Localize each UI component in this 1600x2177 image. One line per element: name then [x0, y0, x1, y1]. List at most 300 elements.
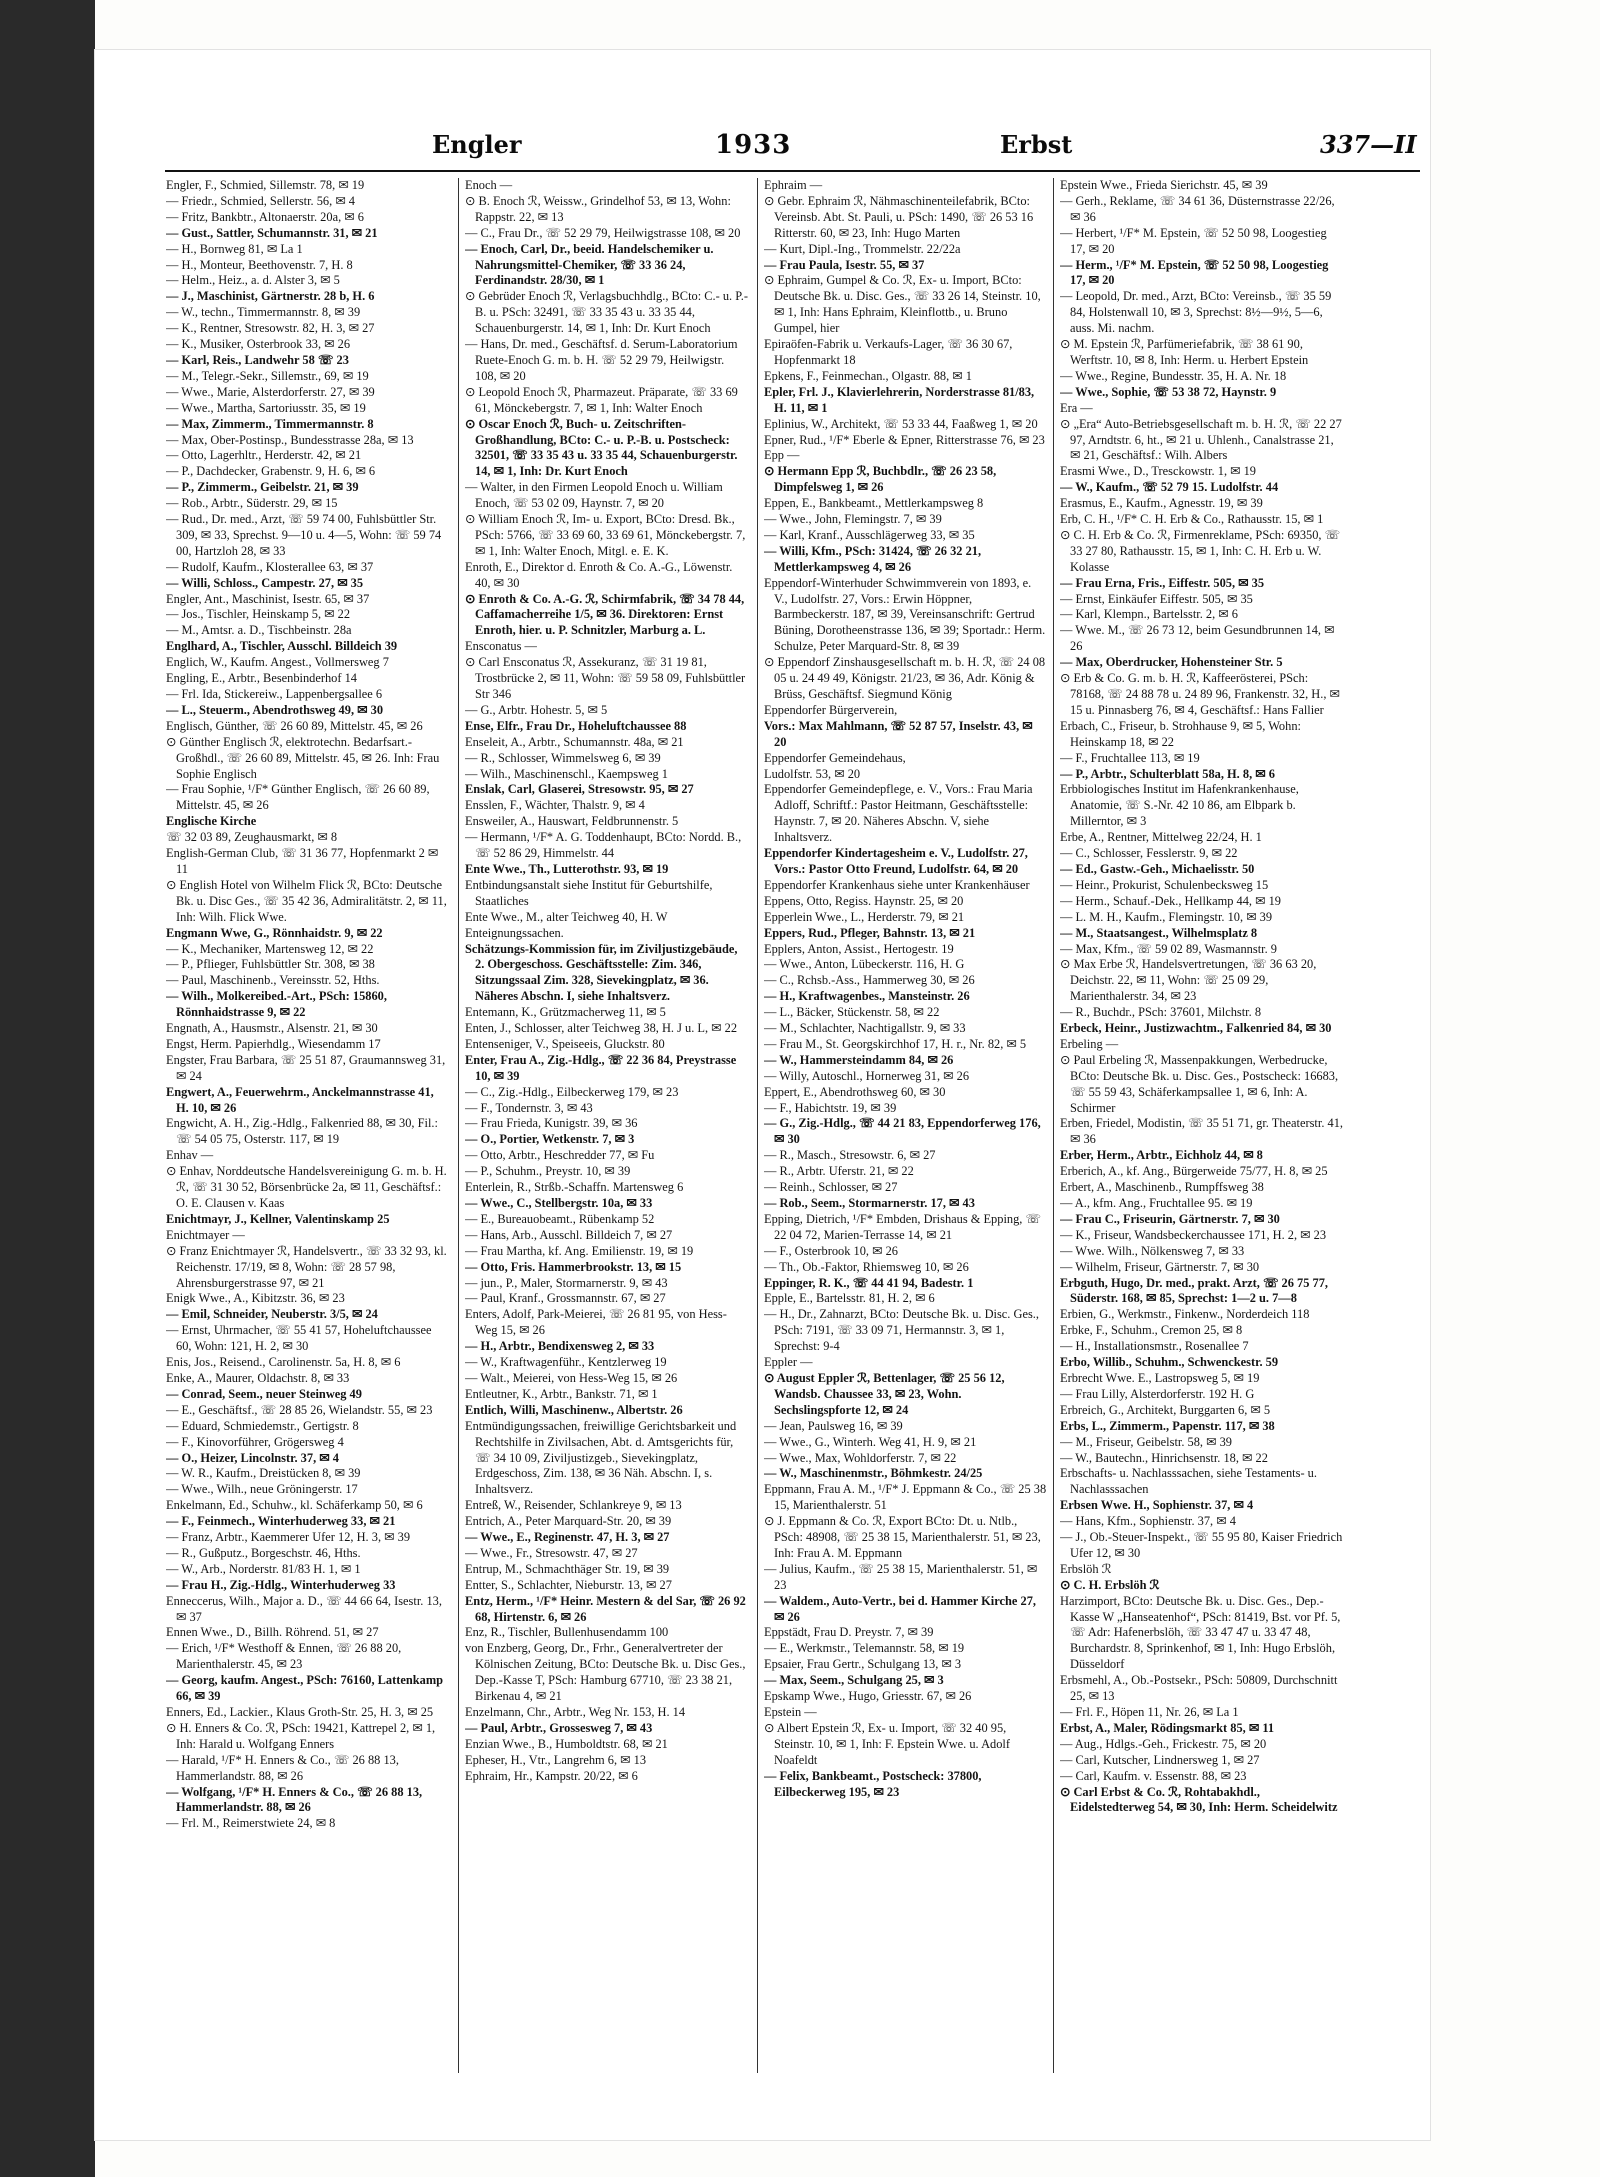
directory-entry: — Hans, Kfm., Sophienstr. 37, ✉ 4	[1060, 1514, 1236, 1529]
directory-entry: ⊙ Günther Englisch ℛ, elektrotechn. Bedarfsart.-Großhdl., ☏ 26 60 89, Mittelstr. 45, ✉ 26. Inh: Frau Sophie Englisch	[166, 734, 440, 781]
directory-entry: ⊙ Paul Erbeling ℛ, Massenpakkungen, Werbedrucke, BCto: Deutsche Bk. u. Disc. Ges., Postscheck: 16683, ☏ 55 59 43, Schäferkampsallee 1, ✉ 6, Inh: A. Schirmer	[1060, 1052, 1339, 1115]
directory-entry: Erberich, A., kf. Ang., Bürgerweide 75/77, H. 8, ✉ 25	[1060, 1164, 1328, 1179]
directory-entry: — W., Kaufm., ☏ 52 79 15. Ludolfstr. 44	[1060, 480, 1279, 495]
directory-entry: — Frau C., Friseurin, Gärtnerstr. 7, ✉ 30	[1060, 1211, 1280, 1226]
directory-column-3	[764, 178, 1047, 2078]
directory-entry: Vors.: Max Mahlmann, ☏ 52 87 57, Inselstr. 43, ✉ 20	[764, 718, 1033, 749]
directory-entry: — G., Zig.-Hdlg., ☏ 44 21 83, Eppendorferweg 176, ✉ 30	[764, 1116, 1041, 1147]
directory-entry: Epkens, F., Feinmechan., Olgastr. 88, ✉ 1	[764, 368, 972, 383]
directory-entry: — F., Feinmech., Winterhuderweg 33, ✉ 21	[166, 1514, 396, 1529]
directory-entry: — Otto, Lagerhltr., Herderstr. 42, ✉ 21	[166, 448, 362, 463]
directory-entry: Entlich, Willi, Maschinenw., Albertstr. 26	[465, 1402, 683, 1417]
directory-entry: — Erich, ¹/F* Westhoff & Ennen, ☏ 26 88 20, Marienthalerstr. 45, ✉ 23	[166, 1641, 402, 1672]
directory-entry: — Wilh., Molkereibed.-Art., PSch: 15860, Rönnhaidstrasse 9, ✉ 22	[166, 989, 387, 1020]
directory-entry: ⊙ C. H. Erb & Co. ℛ, Firmenreklame, PSch: 69350, ☏ 33 27 80, Rathausstr. 15, ✉ 1, Inh: C. H. Erb u. W. Kolasse	[1060, 527, 1341, 574]
directory-entry: — Jean, Paulsweg 16, ✉ 39	[764, 1418, 903, 1433]
directory-entry: — Wwe., G., Winterh. Weg 41, H. 9, ✉ 21	[764, 1434, 977, 1449]
directory-entry: Engnath, A., Hausmstr., Alsenstr. 21, ✉ 30	[166, 1021, 378, 1036]
directory-entry: — L., Steuerm., Abendrothsweg 49, ✉ 30	[166, 702, 384, 717]
directory-entry: — Kurt, Dipl.-Ing., Trommelstr. 22/22a	[764, 241, 961, 256]
directory-entry: — Wwe., Max, Wohldorferstr. 7, ✉ 22	[764, 1450, 957, 1465]
directory-entry: — C., Rchsb.-Ass., Hammerweg 30, ✉ 26	[764, 973, 975, 988]
directory-entry: ⊙ M. Epstein ℛ, Parfümeriefabrik, ☏ 38 61 90, Werftstr. 10, ✉ 8, Inh: Herm. u. Herbert Epstein	[1060, 337, 1309, 367]
directory-entry: — H., Installationsmstr., Rosenallee 7	[1060, 1339, 1249, 1354]
directory-entry: — Otto, Arbtr., Heschredder 77, ✉ Fu	[465, 1148, 655, 1163]
directory-column-1	[166, 178, 449, 2078]
directory-entry: Entleutner, K., Arbtr., Bankstr. 71, ✉ 1	[465, 1386, 658, 1401]
directory-entry: Erasmus, E., Kaufm., Agnesstr. 19, ✉ 39	[1060, 496, 1263, 511]
directory-entry: ⊙ Albert Epstein ℛ, Ex- u. Import, ☏ 32 40 95, Steinstr. 10, ✉ 1, Inh: F. Epstein Wwe. u. Adolf Noafeldt	[764, 1720, 1010, 1767]
directory-entry: — Walter, in den Firmen Leopold Enoch u. William Enoch, ☏ 53 02 09, Haynstr. 7, ✉ 20	[465, 480, 723, 511]
directory-entry: Schätzungs-Kommission für, im Ziviljustizgebäude, 2. Obergeschoss. Geschäftsstelle: Zim. 346, Sitzungssaal Zim. 328, Sievekingplatz, ✉ 36. Näheres Abschn. I, siehe Inhaltsverz.	[465, 941, 738, 1004]
directory-entry: ⊙ B. Enoch ℛ, Weissw., Grindelhof 53, ✉ 13, Wohn: Rappstr. 22, ✉ 13	[465, 193, 731, 224]
directory-entry: Epsaier, Frau Gertr., Schulgang 13, ✉ 3	[764, 1657, 962, 1672]
directory-entry: — Frl. M., Reimerstwiete 24, ✉ 8	[166, 1816, 336, 1831]
directory-entry: — Frau Martha, kf. Ang. Emilienstr. 19, ✉ 19	[465, 1243, 694, 1258]
directory-entry: — Max, Ober-Postinsp., Bundesstrasse 28a, ✉ 13	[166, 432, 414, 447]
directory-entry: — Gust., Sattler, Schumannstr. 31, ✉ 21	[166, 225, 378, 240]
directory-entry: Enkelmann, Ed., Schuhw., kl. Schäferkamp 50, ✉ 6	[166, 1498, 423, 1513]
directory-entry: Engler, Ant., Maschinist, Isestr. 65, ✉ 37	[166, 591, 370, 606]
directory-entry: Entenseniger, V., Speiseeis, Gluckstr. 80	[465, 1036, 665, 1051]
directory-entry: — Karl, Reis., Landwehr 58 ☏ 23	[166, 352, 349, 367]
directory-entry: — Leopold, Dr. med., Arzt, BCto: Vereinsb., ☏ 35 59 84, Holstenwall 10, ✉ 3, Sprechst: 8½—9½, 5—6, auss. Mi. nachm.	[1060, 289, 1332, 336]
header-year: 1933	[715, 130, 792, 160]
directory-entry: — Wwe. M., ☏ 26 73 12, beim Gesundbrunnen 14, ✉ 26	[1060, 623, 1335, 654]
directory-entry: ⊙ Leopold Enoch ℛ, Pharmazeut. Präparate, ☏ 33 69 61, Mönckebergstr. 7, ✉ 1, Inh: Walter Enoch	[465, 384, 738, 415]
directory-entry: — Ernst, Uhrmacher, ☏ 55 41 57, Hoheluftchaussee 60, Wohn: 121, H. 2, ✉ 30	[166, 1323, 432, 1354]
directory-entry: Erbrecht Wwe. E., Lastropsweg 5, ✉ 19	[1060, 1370, 1260, 1385]
directory-entry: Epner, Rud., ¹/F* Eberle & Epner, Ritterstrasse 76, ✉ 23	[764, 432, 1045, 447]
directory-entry: Englische Kirche	[166, 814, 257, 829]
directory-entry: — H., Bornweg 81, ✉ La 1	[166, 241, 303, 256]
directory-entry: — Emil, Schneider, Neuberstr. 3/5, ✉ 24	[166, 1307, 378, 1322]
directory-entry: — Wwe., E., Reginenstr. 47, H. 3, ✉ 27	[465, 1530, 670, 1545]
directory-entry: Enten, J., Schlosser, alter Teichweg 38, H. J u. L, ✉ 22	[465, 1021, 738, 1036]
directory-entry: Engster, Frau Barbara, ☏ 25 51 87, Graumannsweg 31, ✉ 24	[166, 1052, 446, 1083]
directory-entry: ⊙ J. Eppmann & Co. ℛ, Export BCto: Dt. u. Ntlb., PSch: 48908, ☏ 25 38 15, Marienthalerstr. 51, ✉ 23, Inh: Frau A. M. Eppmann	[764, 1514, 1041, 1560]
directory-entry: — O., Heizer, Lincolnstr. 37, ✉ 4	[166, 1450, 339, 1465]
directory-entry: — Wwe., Marie, Alsterdorferstr. 27, ✉ 39	[166, 384, 375, 399]
directory-entry: Epping, Dietrich, ¹/F* Embden, Drishaus & Epping, ☏ 22 04 72, Marien-Terrasse 14, ✉ 21	[764, 1211, 1041, 1242]
directory-entry: — Max, Seem., Schulgang 25, ✉ 3	[764, 1673, 944, 1688]
directory-entry: — Wwe., Anton, Lübeckerstr. 116, H. G	[764, 957, 965, 972]
directory-entry: Ephraim, Hr., Kampstr. 20/22, ✉ 6	[465, 1768, 638, 1783]
directory-entry: — Willi, Kfm., PSch: 31424, ☏ 26 32 21, Mettlerkampsweg 4, ✉ 26	[764, 543, 982, 574]
directory-entry: ⊙ Hermann Epp ℛ, Buchbdlr., ☏ 26 23 58, Dimpfelsweg 1, ✉ 26	[764, 464, 997, 495]
directory-entry: — Carl, Kaufm. v. Essenstr. 88, ✉ 23	[1060, 1768, 1247, 1783]
directory-entry: — Willi, Schloss., Campestr. 27, ✉ 35	[166, 575, 364, 590]
directory-entry: ⊙ Carl Ensconatus ℛ, Assekuranz, ☏ 31 19 81, Trostbrücke 2, ✉ 11, Wohn: ☏ 59 58 09, Fuhlsbüttler Str 346	[465, 655, 746, 701]
directory-entry: Erbst, A., Maler, Rödingsmarkt 85, ✉ 11	[1060, 1720, 1275, 1735]
directory-column-4	[1060, 178, 1343, 2078]
directory-entry: Eppendorf-Winterhuder Schwimmverein von 1893, e. V., Ludolfstr. 27, Vors.: Erwin Höppner, Barmbeckerstr. 187, ✉ 39, Vereinsanschrift: Gertrud Büning, Dorotheenstrasse 136, ✉ 39; Sportadr.: Herm. Schulze, Peter Marquard-Str. 8, ✉ 39	[764, 575, 1046, 654]
directory-entry: — Frau Lilly, Alsterdorferstr. 192 H. G	[1060, 1386, 1255, 1401]
directory-entry: — Wilh., Maschinenschl., Kaempsweg 1	[465, 766, 668, 781]
directory-entry: — R., Gußputz., Borgeschstr. 46, Hths.	[166, 1545, 361, 1560]
directory-entry: Engwicht, A. H., Zig.-Hdlg., Falkenried 88, ✉ 30, Fil.: ☏ 54 05 75, Osterstr. 117, ✉ 19	[166, 1116, 438, 1147]
directory-entry: — Heinr., Prokurist, Schulenbecksweg 15	[1060, 877, 1269, 892]
directory-entry: Ludolfstr. 53, ✉ 20	[764, 766, 861, 781]
directory-entry: Enzian Wwe., B., Humboldtstr. 68, ✉ 21	[465, 1736, 668, 1751]
directory-entry: — Hans, Arb., Ausschl. Billdeich 7, ✉ 27	[465, 1227, 673, 1242]
directory-entry: Englisch, Günther, ☏ 26 60 89, Mittelstr. 45, ✉ 26	[166, 718, 423, 733]
directory-entry: — Paul, Arbtr., Grossesweg 7, ✉ 43	[465, 1720, 653, 1735]
directory-entry: Enters, Adolf, Park-Meierei, ☏ 26 81 95, von Hess-Weg 15, ✉ 26	[465, 1307, 727, 1338]
directory-entry: Enter, Frau A., Zig.-Hdlg., ☏ 22 36 84, Preystrasse 10, ✉ 39	[465, 1052, 737, 1083]
directory-entry: ⊙ Franz Enichtmayer ℛ, Handelsvertr., ☏ 33 32 93, kl. Reichenstr. 17/19, ✉ 8, Wohn: ☏ 28 57 98, Ahrensburgerstrasse 97, ✉ 21	[166, 1243, 447, 1290]
directory-entry: Eppert, E., Abendrothsweg 60, ✉ 30	[764, 1084, 946, 1099]
directory-entry: Eplinius, W., Architekt, ☏ 53 33 44, Faaßweg 1, ✉ 20	[764, 416, 1038, 431]
directory-entry: ⊙ August Eppler ℛ, Bettenlager, ☏ 25 56 12, Wandsb. Chaussee 33, ✉ 23, Wohn. Sechslingspforte 12, ✉ 24	[764, 1370, 1005, 1417]
directory-entry: ⊙ Carl Erbst & Co. ℛ, Rohtabakhdl., Eidelstedterweg 54, ✉ 30, Inh: Herm. Scheidelwitz	[1060, 1784, 1338, 1815]
directory-entry: — Harald, ¹/F* H. Enners & Co., ☏ 26 88 13, Hammerlandstr. 88, ✉ 26	[166, 1752, 399, 1783]
directory-entry: Epheser, H., Vtr., Langrehm 6, ✉ 13	[465, 1752, 647, 1767]
directory-entry: Ensconatus —	[465, 639, 537, 654]
directory-entry: ⊙ Enhav, Norddeutsche Handelsvereinigung G. m. b. H. ℛ, ☏ 31 30 52, Börsenbrücke 2a, ✉ 11, Geschäftsf.: O. E. Clausen v. Kaas	[166, 1164, 447, 1210]
directory-entry: Eppen, E., Bankbeamt., Mettlerkampsweg 8	[764, 496, 984, 511]
directory-entry: — F., Kinovorführer, Grögersweg 4	[166, 1434, 344, 1449]
directory-entry: — P., Pflieger, Fuhlsbüttler Str. 308, ✉ 38	[166, 957, 375, 972]
directory-entry: — Conrad, Seem., neuer Steinweg 49	[166, 1386, 362, 1401]
directory-entry: — F., Fruchtallee 113, ✉ 19	[1060, 750, 1200, 765]
directory-entry: — W., Kraftwagenführ., Kentzlerweg 19	[465, 1355, 667, 1370]
directory-entry: — M., Staatsangest., Wilhelmsplatz 8	[1060, 925, 1258, 940]
directory-entry: von Enzberg, Georg, Dr., Frhr., Generalvertreter der Kölnischen Zeitung, BCto: Deutsche Bk. u. Disc Ges., Dep.-Kasse T, PSch: Hamburg 67710, ☏ 23 38 21, Birkenau 4, ✉ 21	[465, 1641, 746, 1704]
directory-entry: Enneccerus, Wilh., Major a. D., ☏ 44 66 64, Isestr. 13, ✉ 37	[166, 1593, 442, 1624]
directory-entry: — P., Zimmerm., Geibelstr. 21, ✉ 39	[166, 480, 359, 495]
directory-entry: — F., Habichtstr. 19, ✉ 39	[764, 1100, 897, 1115]
directory-entry: — Wwe., Martha, Sartoriusstr. 35, ✉ 19	[166, 400, 366, 415]
column-divider	[458, 178, 459, 2073]
directory-entry: English-German Club, ☏ 31 36 77, Hopfenmarkt 2 ✉ 11	[166, 846, 439, 876]
directory-entry: ⊙ Gebrüder Enoch ℛ, Verlagsbuchhdlg., BCto: C.- u. P.-B. u. PSch: 32491, ☏ 33 35 43 u. 33 35 44, Schauenburgerstr. 14, ✉ 1, Inh: Dr. Kurt Enoch	[465, 289, 748, 336]
directory-entry: Enichtmayr, J., Kellner, Valentinskamp 25	[166, 1211, 390, 1226]
directory-entry: Engst, Herm. Papierhdlg., Wiesendamm 17	[166, 1036, 381, 1051]
directory-entry: Erbke, F., Schuhm., Cremon 25, ✉ 8	[1060, 1323, 1243, 1338]
directory-entry: Harzimport, BCto: Deutsche Bk. u. Disc. Ges., Dep.-Kasse W „Hanseatenhof“, PSch: 81419, Bst. vor Pf. 5, ☏ Adr: Hafenerbslöh, ☏ 33 47 47 u. 33 47 48, Burchardstr. 8, Sprinkenhof, ✉ 1, Inh: Hugo Erbslöh, Düsseldorf	[1060, 1593, 1341, 1672]
header-rule	[165, 170, 1420, 172]
directory-entry: Enke, A., Maurer, Oldachstr. 8, ✉ 33	[166, 1370, 350, 1385]
directory-entry: — Herm., Schauf.-Dek., Hellkamp 44, ✉ 19	[1060, 893, 1281, 908]
directory-entry: — W., Bautechn., Hinrichsenstr. 18, ✉ 22	[1060, 1450, 1268, 1465]
directory-entry: — H., Monteur, Beethovenstr. 7, H. 8	[166, 257, 353, 272]
directory-entry: Engmann Wwe, G., Rönnhaidstr. 9, ✉ 22	[166, 925, 383, 940]
directory-entry: Era —	[1060, 400, 1093, 415]
directory-entry: Ente Wwe., M., alter Teichweg 40, H. W	[465, 909, 668, 924]
directory-entry: Ephraim —	[764, 178, 823, 192]
directory-entry: Entrup, M., Schmachthäger Str. 19, ✉ 39	[465, 1561, 670, 1576]
directory-entry: — E., Bureauobeamt., Rübenkamp 52	[465, 1211, 655, 1226]
directory-entry: Epiraöfen-Fabrik u. Verkaufs-Lager, ☏ 36 30 67, Hopfenmarkt 18	[764, 337, 1013, 367]
directory-entry: — Georg, kaufm. Angest., PSch: 76160, Lattenkamp 66, ✉ 39	[166, 1673, 444, 1704]
directory-entry: Erb, C. H., ¹/F* C. H. Erb & Co., Rathausstr. 15, ✉ 1	[1060, 512, 1324, 527]
book-binding-edge	[0, 0, 95, 2177]
directory-entry: — E., Geschäftsf., ☏ 28 85 26, Wielandstr. 55, ✉ 23	[166, 1402, 433, 1417]
directory-entry: Eppinger, R. K., ☏ 44 41 94, Badestr. 1	[764, 1275, 974, 1290]
header-right-word: Erbst	[1000, 130, 1073, 159]
directory-entry: ⊙ Max Erbe ℛ, Handelsvertretungen, ☏ 36 63 20, Deichstr. 22, ✉ 11, Wohn: ☏ 25 09 29, Marienthalerstr. 34, ✉ 23	[1060, 957, 1317, 1004]
directory-entry: Erbslöh ℛ	[1060, 1561, 1112, 1576]
directory-entry: Erbeck, Heinr., Justizwachtm., Falkenried 84, ✉ 30	[1060, 1021, 1332, 1036]
directory-entry: — Th., Ob.-Faktor, Rhiemsweg 10, ✉ 26	[764, 1259, 969, 1274]
directory-entry: Enz, R., Tischler, Bullenhusendamm 100	[465, 1625, 669, 1640]
directory-entry: Enseleit, A., Arbtr., Schumannstr. 48a, ✉ 21	[465, 734, 684, 749]
directory-entry: Enterlein, R., Strßb.-Schaffn. Martensweg 6	[465, 1180, 684, 1195]
directory-entry: ⊙ William Enoch ℛ, Im- u. Export, BCto: Dresd. Bk., PSch: 5766, ☏ 33 69 60, 33 69 61, Mönckebergstr. 7, ✉ 1, Inh: Walter Enoch, Mitgl. e. E. K.	[465, 512, 746, 558]
directory-entry: — Frl. F., Höpen 11, Nr. 26, ✉ La 1	[1060, 1705, 1239, 1719]
directory-entry: Eppens, Otto, Regiss. Haynstr. 25, ✉ 20	[764, 893, 964, 908]
directory-entry: ⊙ Enroth & Co. A.-G. ℛ, Schirmfabrik, ☏ 34 78 44, Caffamacherreihe 1/5, ✉ 36. Direktoren: Ernst Enroth, hier. u. P. Schnitzler, Marburg a. L.	[465, 591, 745, 638]
directory-entry: Englhard, A., Tischler, Ausschl. Billdeich 39	[166, 639, 398, 654]
directory-entry: — M., Amtsr. a. D., Tischbeinstr. 28a	[166, 623, 352, 638]
directory-entry: — F., Tondernstr. 3, ✉ 43	[465, 1100, 593, 1115]
directory-entry: — Max, Oberdrucker, Hohensteiner Str. 5	[1060, 655, 1283, 670]
directory-entry: — Max, Kfm., ☏ 59 02 89, Wasmannstr. 9	[1060, 941, 1277, 956]
directory-entry: — Herbert, ¹/F* M. Epstein, ☏ 52 50 98, Loogestieg 17, ✉ 20	[1060, 225, 1327, 256]
directory-entry: — C., Schlosser, Fesslerstr. 9, ✉ 22	[1060, 846, 1238, 861]
directory-entry: — P., Dachdecker, Grabenstr. 9, H. 6, ✉ 6	[166, 464, 376, 479]
directory-entry: Ense, Elfr., Frau Dr., Hoheluftchaussee 88	[465, 718, 687, 733]
directory-entry: — Ernst, Einkäufer Eiffestr. 505, ✉ 35	[1060, 591, 1253, 606]
directory-entry: Erasmi Wwe., D., Tresckowstr. 1, ✉ 19	[1060, 464, 1257, 479]
directory-entry: Entmündigungssachen, freiwillige Gerichtsbarkeit und Rechtshilfe in Zivilsachen, Abt. d. Amtsgerichts für, ☏ 34 10 09, Ziviljustizgeb., Sievekingplatz, Erdgeschoss, Zim. 138, ✉ 36 Näh. Abschn. I, s. Inhaltsverz.	[465, 1418, 737, 1497]
directory-entry: Entemann, K., Grützmacherweg 11, ✉ 5	[465, 1005, 666, 1020]
directory-entry: Enzelmann, Chr., Arbtr., Weg Nr. 153, H. 14	[465, 1705, 686, 1719]
directory-entry: Enslak, Carl, Glaserei, Stresowstr. 95, ✉ 27	[465, 782, 694, 797]
directory-entry: — Willy, Autoschl., Hornerweg 31, ✉ 26	[764, 1068, 970, 1083]
directory-entry: ⊙ Eppendorf Zinshausgesellschaft m. b. H. ℛ, ☏ 24 08 05 u. 24 49 49, Königstr. 21/23, ✉ 36, Adr. König & Brüss, Geschäftsf. Siegmund König	[764, 655, 1046, 701]
directory-entry: Erbschafts- u. Nachlasssachen, siehe Testaments- u. Nachlasssachen	[1060, 1466, 1317, 1497]
directory-entry: Erbsen Wwe. H., Sophienstr. 37, ✉ 4	[1060, 1498, 1254, 1513]
directory-entry: — M., Telegr.-Sekr., Sillemstr., 69, ✉ 19	[166, 368, 369, 383]
directory-entry: — Hans, Dr. med., Geschäftsf. d. Serum-Laboratorium Ruete-Enoch G. m. b. H. ☏ 52 29 79, Heilwigstr. 108, ✉ 20	[465, 337, 738, 383]
directory-entry: Epstein Wwe., Frieda Sierichstr. 45, ✉ 39	[1060, 178, 1268, 192]
directory-entry: ⊙ C. H. Erbslöh ℛ	[1060, 1577, 1160, 1592]
directory-entry: Englich, W., Kaufm. Angest., Vollmersweg 7	[166, 655, 389, 670]
directory-entry: Enhav —	[166, 1148, 214, 1163]
directory-entry: — Wwe., Sophie, ☏ 53 38 72, Haynstr. 9	[1060, 384, 1277, 399]
directory-entry: ⊙ English Hotel von Wilhelm Flick ℛ, BCto: Deutsche Bk. u. Disc Ges., ☏ 35 42 36, Admiralitätstr. 2, ✉ 11, Inh: Wilh. Flick Wwe.	[166, 877, 447, 924]
directory-entry: — H., Kraftwagenbes., Mansteinstr. 26	[764, 989, 970, 1004]
directory-entry: Enners, Ed., Lackier., Klaus Groth-Str. 25, H. 3, ✉ 25	[166, 1705, 434, 1719]
directory-entry: — Herm., ¹/F* M. Epstein, ☏ 52 50 98, Loogestieg 17, ✉ 20	[1060, 257, 1329, 288]
directory-entry: — E., Werkmstr., Telemannstr. 58, ✉ 19	[764, 1641, 965, 1656]
directory-entry: Erbach, C., Friseur, b. Strohhause 9, ✉ 5, Wohn: Heinskamp 18, ✉ 22	[1060, 718, 1301, 749]
directory-entry: — Frau Sophie, ¹/F* Günther Englisch, ☏ 26 60 89, Mittelstr. 45, ✉ 26	[166, 782, 430, 813]
directory-entry: Entz, Herm., ¹/F* Heinr. Mestern & del Sar, ☏ 26 92 68, Hirtenstr. 6, ✉ 26	[465, 1593, 746, 1624]
directory-entry: — R., Buchdr., PSch: 37601, Milchstr. 8	[1060, 1005, 1262, 1020]
directory-entry: — R., Schlosser, Wimmelsweg 6, ✉ 39	[465, 750, 661, 765]
directory-entry: — Rud., Dr. med., Arzt, ☏ 59 74 00, Fuhlsbüttler Str. 309, ✉ 33, Sprechst. 9—10 u. 4—5, Wohn: ☏ 59 74 00, Hartzloh 28, ✉ 33	[166, 512, 442, 558]
directory-entry: — K., Rentner, Stresowstr. 82, H. 3, ✉ 27	[166, 321, 375, 336]
directory-entry: — Rob., Seem., Stormarnerstr. 17, ✉ 43	[764, 1196, 975, 1210]
directory-entry: — Karl, Kranf., Ausschlägerweg 33, ✉ 35	[764, 527, 975, 542]
directory-entry: — F., Osterbrook 10, ✉ 26	[764, 1243, 898, 1258]
directory-entry: — Wolfgang, ¹/F* H. Enners & Co., ☏ 26 88 13, Hammerlandstr. 88, ✉ 26	[166, 1784, 423, 1815]
directory-entry: — Friedr., Schmied, Sellerstr. 56, ✉ 4	[166, 193, 355, 208]
directory-entry: ⊙ Gebr. Ephraim ℛ, Nähmaschinenteilefabrik, BCto: Vereinsb. Abt. St. Pauli, u. PSch: 1490, ☏ 26 53 16 Ritterstr. 60, ✉ 23, Inh: Hugo Marten	[764, 193, 1034, 240]
directory-entry: — Jos., Tischler, Heinskamp 5, ✉ 22	[166, 607, 351, 622]
directory-entry: Eppstädt, Frau D. Preystr. 7, ✉ 39	[764, 1625, 934, 1640]
directory-entry: — M., Schlachter, Nachtigallstr. 9, ✉ 33	[764, 1021, 966, 1036]
directory-entry: — Hermann, ¹/F* A. G. Toddenhaupt, BCto: Nordd. B., ☏ 52 86 29, Himmelstr. 44	[465, 830, 742, 861]
directory-entry: Enis, Jos., Reisend., Carolinenstr. 5a, H. 8, ✉ 6	[166, 1355, 401, 1370]
directory-entry: — Reinh., Schlosser, ✉ 27	[764, 1180, 898, 1195]
directory-entry: Erben, Friedel, Modistin, ☏ 35 51 71, gr. Theaterstr. 41, ✉ 36	[1060, 1116, 1343, 1147]
directory-entry: — W. R., Kaufm., Dreistücken 8, ✉ 39	[166, 1466, 361, 1481]
directory-entry: — Frau Paula, Isestr. 55, ✉ 37	[764, 257, 925, 272]
directory-entry: Epstein —	[764, 1705, 817, 1719]
directory-entry: — Gerh., Reklame, ☏ 34 61 36, Düsternstrasse 22/26, ✉ 36	[1060, 193, 1335, 224]
directory-entry: — H., Arbtr., Bendixensweg 2, ✉ 33	[465, 1339, 655, 1354]
directory-entry: — Wwe., John, Flemingstr. 7, ✉ 39	[764, 512, 942, 527]
directory-entry: — Otto, Fris. Hammerbrookstr. 13, ✉ 15	[465, 1259, 682, 1274]
directory-entry: Erbert, A., Maschinenb., Rumpffsweg 38	[1060, 1180, 1264, 1195]
directory-entry: ⊙ Oscar Enoch ℛ, Buch- u. Zeitschriften-Großhandlung, BCto: C.- u. P.-B. u. Postscheck: 32501, ☏ 33 35 43 u. 33 35 44, Schauenburgerstr. 14, ✉ 1, Inh: Dr. Kurt Enoch	[465, 416, 738, 479]
directory-entry: Epplers, Anton, Assist., Hertogestr. 19	[764, 941, 954, 956]
directory-entry: — J., Ob.-Steuer-Inspekt., ☏ 55 95 80, Kaiser Friedrich Ufer 12, ✉ 30	[1060, 1530, 1343, 1560]
directory-entry: — P., Arbtr., Schulterblatt 58a, H. 8, ✉ 6	[1060, 766, 1275, 781]
directory-entry: Ensslen, F., Wächter, Thalstr. 9, ✉ 4	[465, 798, 645, 813]
directory-entry: — Wwe. Wilh., Nölkensweg 7, ✉ 33	[1060, 1243, 1245, 1258]
column-divider	[757, 178, 758, 2073]
directory-entry: — Helm., Heiz., a. d. Alster 3, ✉ 5	[166, 273, 340, 288]
directory-entry: — Frau Erna, Fris., Eiffestr. 505, ✉ 35	[1060, 575, 1265, 590]
directory-entry: — Rudolf, Kaufm., Klosterallee 63, ✉ 37	[166, 559, 374, 574]
directory-entry: Erber, Herm., Arbtr., Eichholz 44, ✉ 8	[1060, 1148, 1263, 1163]
directory-entry: — M., Friseur, Geibelstr. 58, ✉ 39	[1060, 1434, 1232, 1449]
directory-entry: — Frau M., St. Georgskirchhof 17, H. r., Nr. 82, ✉ 5	[764, 1036, 1027, 1051]
directory-entry: — W., techn., Timmermannstr. 8, ✉ 39	[166, 305, 361, 320]
directory-entry: — R., Masch., Stresowstr. 6, ✉ 27	[764, 1148, 936, 1163]
directory-entry: Eppendorfer Bürgerverein,	[764, 702, 898, 717]
directory-entry: — Julius, Kaufm., ☏ 25 38 15, Marienthalerstr. 51, ✉ 23	[764, 1561, 1038, 1592]
directory-entry: Eppendorfer Krankenhaus siehe unter Krankenhäuser	[764, 877, 1030, 892]
directory-entry: Eppendorfer Gemeindepflege, e. V., Vors.: Frau Maria Adloff, Schriftf.: Pastor Heitmann, Geschäftsstelle: Haynstr. 7, ✉ 20. Näheres Abschn. V, siehe Inhaltsverz.	[764, 782, 1033, 845]
directory-entry: Epp —	[764, 448, 800, 463]
directory-entry: — Eduard, Schmiedemstr., Gertigstr. 8	[166, 1418, 359, 1433]
directory-entry: — Felix, Bankbeamt., Postscheck: 37800, Eilbeckerweg 195, ✉ 23	[764, 1768, 982, 1799]
directory-entry: — Wwe., C., Stellbergstr. 10a, ✉ 33	[465, 1196, 653, 1210]
directory-entry: Epler, Frl. J., Klavierlehrerin, Norderstrasse 81/83, H. 11, ✉ 1	[764, 384, 1035, 415]
directory-entry: — jun., P., Maler, Stormarnerstr. 9, ✉ 43	[465, 1275, 668, 1290]
directory-entry: Entreß, W., Reisender, Schlankreye 9, ✉ 13	[465, 1498, 682, 1513]
directory-entry: — W., Arb., Norderstr. 81/83 H. 1, ✉ 1	[166, 1561, 361, 1576]
directory-entry: Ennen Wwe., D., Billh. Röhrend. 51, ✉ 27	[166, 1625, 379, 1640]
directory-entry: ☏ 32 03 89, Zeughausmarkt, ✉ 8	[166, 830, 338, 845]
directory-entry: — Wwe., Regine, Bundesstr. 35, H. A. Nr. 18	[1060, 368, 1287, 383]
directory-entry: Epple, E., Bartelsstr. 81, H. 2, ✉ 6	[764, 1291, 935, 1306]
directory-entry: Erbbiologisches Institut im Hafenkrankenhause, Anatomie, ☏ S.-Nr. 42 10 86, am Elbpark b. Millerntor, ✉ 3	[1060, 782, 1299, 829]
directory-entry: — G., Arbtr. Hohestr. 5, ✉ 5	[465, 702, 608, 717]
header-page-number: 337—II	[1320, 130, 1417, 159]
directory-entry: — Karl, Klempn., Bartelsstr. 2, ✉ 6	[1060, 607, 1238, 622]
directory-entry: — Max, Zimmerm., Timmermannstr. 8	[166, 416, 374, 431]
directory-entry: — W., Maschinenmstr., Böhmkestr. 24/25	[764, 1466, 983, 1481]
directory-entry: — C., Zig.-Hdlg., Eilbeckerweg 179, ✉ 23	[465, 1084, 679, 1099]
directory-entry: Erbo, Willib., Schuhm., Schwenckestr. 59	[1060, 1355, 1279, 1370]
directory-entry: — Enoch, Carl, Dr., beeid. Handelschemiker u. Nahrungsmittel-Chemiker, ☏ 33 36 24, Ferdinandstr. 28/30, ✉ 1	[465, 241, 714, 288]
directory-entry: — L. M. H., Kaufm., Flemingstr. 10, ✉ 39	[1060, 909, 1273, 924]
directory-entry: Erbreich, G., Architekt, Burggarten 6, ✉ 5	[1060, 1402, 1271, 1417]
directory-entry: — Wilhelm, Friseur, Gärtnerstr. 7, ✉ 30	[1060, 1259, 1260, 1274]
directory-entry: — Frl. Ida, Stickereiw., Lappenbergsallee 6	[166, 687, 383, 701]
directory-entry: — J., Maschinist, Gärtnerstr. 28 b, H. 6	[166, 289, 375, 304]
directory-entry: Entbindungsanstalt siehe Institut für Geburtshilfe, Staatliches	[465, 877, 713, 908]
directory-entry: Entrich, A., Peter Marquard-Str. 20, ✉ 39	[465, 1514, 672, 1529]
directory-entry: — Waldem., Auto-Vertr., bei d. Hammer Kirche 27, ✉ 26	[764, 1593, 1037, 1624]
directory-entry: — Wwe., Wilh., neue Gröningerstr. 17	[166, 1482, 358, 1497]
directory-entry: — Paul, Maschinenb., Vereinsstr. 52, Hths.	[166, 973, 380, 988]
directory-entry: Enteignungssachen.	[465, 925, 564, 940]
directory-entry: Enroth, E., Direktor d. Enroth & Co. A.-G., Löwenstr. 40, ✉ 30	[465, 559, 733, 590]
directory-entry: ⊙ H. Enners & Co. ℛ, PSch: 19421, Kattrepel 2, ✉ 1, Inh: Harald u. Wolfgang Enners	[166, 1720, 436, 1751]
directory-entry: ⊙ Erb & Co. G. m. b. H. ℛ, Kaffeerösterei, PSch: 78168, ☏ 24 88 78 u. 24 89 96, Frankenstr. 32, H., ✉ 15 u. Pinnasberg 76, ✉ 4, Geschäftsf.: Hans Fallier	[1060, 671, 1340, 717]
directory-entry: — R., Arbtr. Uferstr. 21, ✉ 22	[764, 1164, 914, 1179]
directory-entry: Eppendorfer Kindertagesheim e. V., Ludolfstr. 27, Vors.: Pastor Otto Freund, Ludolfstr. 64, ✉ 20	[764, 846, 1028, 876]
directory-entry: — K., Friseur, Wandsbeckerchaussee 171, H. 2, ✉ 23	[1060, 1227, 1327, 1242]
directory-entry: — O., Portier, Wetkenstr. 7, ✉ 3	[465, 1132, 635, 1147]
directory-entry: — Wwe., Fr., Stresowstr. 47, ✉ 27	[465, 1545, 638, 1560]
directory-entry: Engling, E., Arbtr., Besenbinderhof 14	[166, 671, 357, 686]
directory-entry: — Frau Frieda, Kunigstr. 39, ✉ 36	[465, 1116, 638, 1131]
directory-entry: Enoch —	[465, 178, 513, 192]
directory-entry: — Franz, Arbtr., Kaemmerer Ufer 12, H. 3, ✉ 39	[166, 1530, 411, 1545]
directory-entry: — L., Bäcker, Stückenstr. 58, ✉ 22	[764, 1005, 940, 1020]
directory-entry: Entter, S., Schlachter, Nieburstr. 13, ✉ 27	[465, 1577, 672, 1592]
directory-column-2	[465, 178, 748, 2078]
directory-entry: — A., kfm. Ang., Fruchtallee 95. ✉ 19	[1060, 1196, 1253, 1210]
directory-entry: Epskamp Wwe., Hugo, Griesstr. 67, ✉ 26	[764, 1689, 972, 1704]
directory-entry: — H., Dr., Zahnarzt, BCto: Deutsche Bk. u. Disc. Ges., PSch: 7191, ☏ 33 09 71, Hermannstr. 3, ✉ 1, Sprechst: 9-4	[764, 1307, 1039, 1354]
directory-entry: Erbien, G., Werkmstr., Finkenw., Norderdeich 118	[1060, 1307, 1310, 1322]
directory-entry: — K., Musiker, Osterbrook 33, ✉ 26	[166, 337, 351, 352]
directory-entry: Erbs, L., Zimmerm., Papenstr. 117, ✉ 38	[1060, 1418, 1275, 1433]
directory-entry: — Walt., Meierei, von Hess-Weg 15, ✉ 26	[465, 1370, 678, 1385]
directory-entry: Eppler —	[764, 1355, 813, 1370]
directory-entry: — W., Hammersteindamm 84, ✉ 26	[764, 1052, 954, 1067]
directory-entry: — Aug., Hdlgs.-Geh., Frickestr. 75, ✉ 20	[1060, 1736, 1267, 1751]
directory-entry: Epperlein Wwe., L., Herderstr. 79, ✉ 21	[764, 909, 965, 924]
header-left-word: Engler	[432, 130, 522, 159]
column-divider	[1053, 178, 1054, 2073]
directory-entry: Eppers, Rud., Pfleger, Bahnstr. 13, ✉ 21	[764, 925, 976, 940]
directory-entry: — Paul, Kranf., Grossmannstr. 67, ✉ 27	[465, 1291, 666, 1306]
directory-entry: Eppmann, Frau A. M., ¹/F* J. Eppmann & Co., ☏ 25 38 15, Marienthalerstr. 51	[764, 1482, 1047, 1513]
directory-entry: Ensweiler, A., Hauswart, Feldbrunnenstr. 5	[465, 814, 679, 829]
directory-entry: — K., Mechaniker, Martensweg 12, ✉ 22	[166, 941, 374, 956]
directory-entry: — Ed., Gastw.-Geh., Michaelisstr. 50	[1060, 861, 1255, 876]
directory-entry: Erbguth, Hugo, Dr. med., prakt. Arzt, ☏ 26 75 77, Süderstr. 168, ✉ 85, Sprechst: 1—2 u. 7—8	[1060, 1275, 1329, 1306]
directory-entry: Engwert, A., Feuerwehrm., Anckelmannstrasse 41, H. 10, ✉ 26	[166, 1084, 434, 1115]
directory-entry: Enigk Wwe., A., Kibitzstr. 36, ✉ 23	[166, 1291, 345, 1306]
directory-entry: Erbe, A., Rentner, Mittelweg 22/24, H. 1	[1060, 830, 1262, 845]
directory-entry: ⊙ Ephraim, Gumpel & Co. ℛ, Ex- u. Import, BCto: Deutsche Bk. u. Disc. Ges., ☏ 33 26 14, Steinstr. 10, ✉ 1, Inh: Hans Ephraim, Kleinflottb., u. Bruno Gumpel, hier	[764, 273, 1041, 336]
directory-entry: — Frau H., Zig.-Hdlg., Winterhuderweg 33	[166, 1577, 396, 1592]
directory-entry: ⊙ „Era“ Auto-Betriebsgesellschaft m. b. H. ℛ, ☏ 22 27 97, Arndtstr. 6, ht., ✉ 21 u. Uhlenh., Canalstrasse 21, ✉ 21, Geschäftsf.: Wilh. Albers	[1060, 416, 1342, 463]
directory-entry: — Fritz, Bankbtr., Altonaerstr. 20a, ✉ 6	[166, 209, 364, 224]
directory-entry: Erbeling —	[1060, 1036, 1119, 1051]
directory-entry: Enichtmayer —	[166, 1227, 245, 1242]
directory-entry: — Rob., Arbtr., Süderstr. 29, ✉ 15	[166, 496, 338, 511]
directory-entry: — P., Schuhm., Preystr. 10, ✉ 39	[465, 1164, 631, 1179]
directory-entry: — Carl, Kutscher, Lindnersweg 1, ✉ 27	[1060, 1752, 1260, 1767]
directory-entry: Erbsmehl, A., Ob.-Postsekr., PSch: 50809, Durchschnitt 25, ✉ 13	[1060, 1673, 1338, 1704]
directory-entry: Engler, F., Schmied, Sillemstr. 78, ✉ 19	[166, 178, 365, 192]
directory-entry: Eppendorfer Gemeindehaus,	[764, 750, 906, 765]
directory-entry: — C., Frau Dr., ☏ 52 29 79, Heilwigstrasse 108, ✉ 20	[465, 225, 741, 240]
